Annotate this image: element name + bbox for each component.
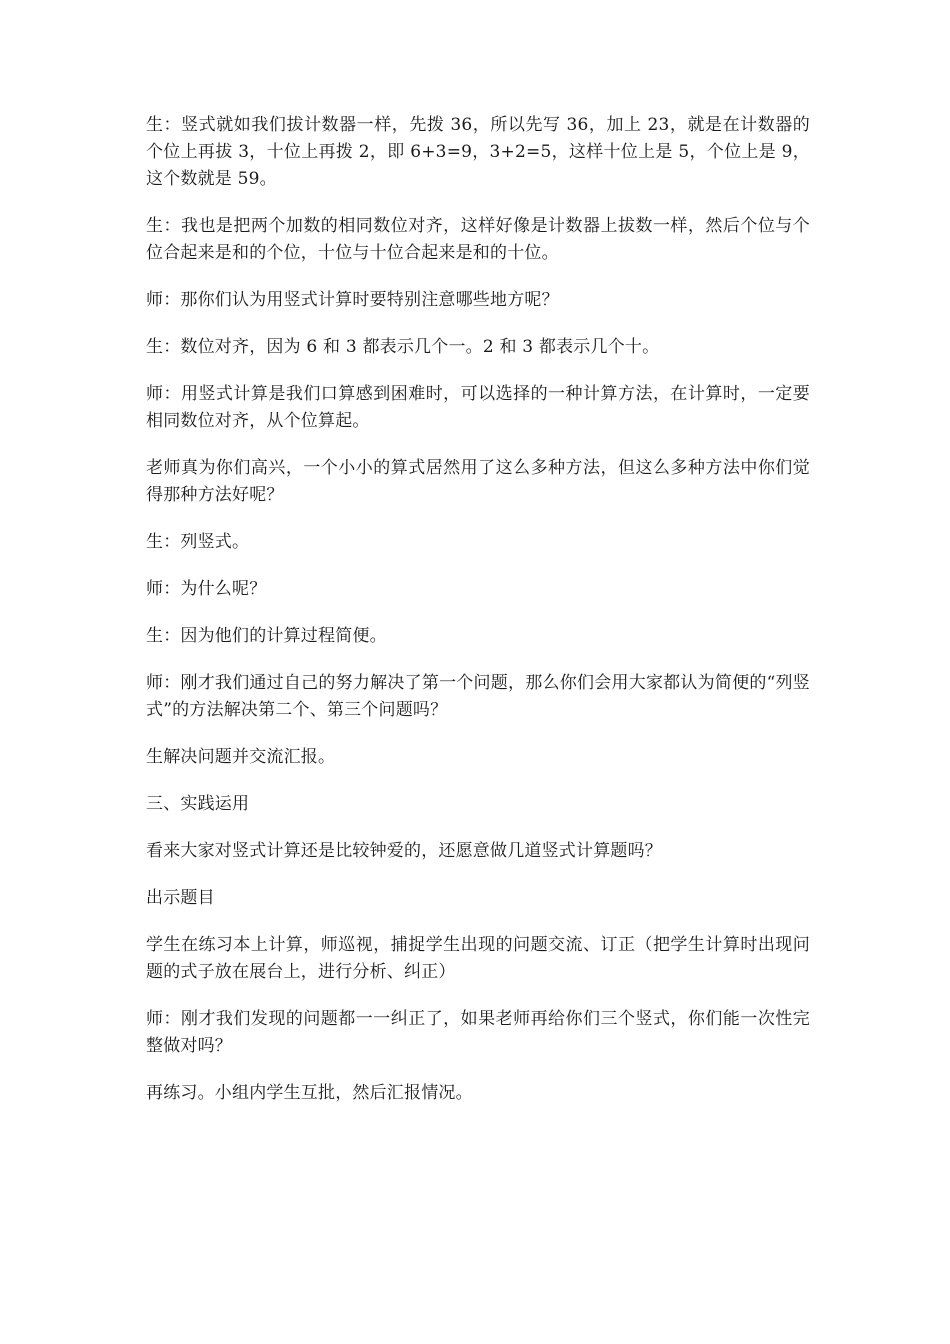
paragraph-student-solve: 生解决问题并交流汇报。 — [146, 747, 336, 767]
paragraph-show-problems: 出示题目 — [146, 888, 215, 908]
paragraph-student-reason: 生：因为他们的计算过程简便。 — [146, 626, 387, 646]
paragraph-practice-intro: 看来大家对竖式计算还是比较钟爱的，还愿意做几道竖式计算题吗？ — [146, 841, 662, 861]
document-body — [146, 112, 810, 1127]
section-heading-practice: 三、实践运用 — [146, 794, 250, 814]
paragraph-student-align-digits: 生：我也是把两个加数的相同数位对齐，这样好像是计数器上拔数一样，然后个位与个位合起来是和的个位，十位与十位合起来是和的十位。 — [146, 216, 810, 263]
paragraph-teacher-three-problems: 师：刚才我们发现的问题都一一纠正了，如果老师再给你们三个竖式，你们能一次性完整做对吗？ — [146, 1009, 810, 1056]
paragraph-teacher-praise: 老师真为你们高兴，一个小小的算式居然用了这么多种方法，但这么多种方法中你们觉得那种方法好呢？ — [146, 458, 810, 505]
paragraph-teacher-next-problems: 师：刚才我们通过自己的努力解决了第一个问题，那么你们会用大家都认为简便的“列竖式”的方法解决第二个、第三个问题吗？ — [146, 673, 810, 720]
paragraph-teacher-why: 师：为什么呢？ — [146, 579, 267, 599]
paragraph-student-digit-alignment: 生：数位对齐，因为 6 和 3 都表示几个一。2 和 3 都表示几个十。 — [146, 337, 660, 357]
paragraph-student-abacus-explanation: 生：竖式就如我们拔计数器一样，先拨 36，所以先写 36，加上 23，就是在计数器的个位上再拔 3，十位上再拨 2，即 6+3=9，3+2=5，这样十位上是 5，个位上是 9，这个数就是 59。 — [146, 115, 810, 189]
paragraph-practice-again: 再练习。小组内学生互批，然后汇报情况。 — [146, 1083, 473, 1103]
paragraph-student-answer: 生：列竖式。 — [146, 532, 250, 552]
paragraph-teacher-question-attention: 师：那你们认为用竖式计算时要特别注意哪些地方呢？ — [146, 290, 559, 310]
paragraph-student-exercise: 学生在练习本上计算，师巡视，捕捉学生出现的问题交流、订正（把学生计算时出现问题的式子放在展台上，进行分析、纠正） — [146, 935, 810, 982]
paragraph-teacher-vertical-method: 师：用竖式计算是我们口算感到困难时，可以选择的一种计算方法，在计算时，一定要相同数位对齐，从个位算起。 — [146, 384, 810, 431]
